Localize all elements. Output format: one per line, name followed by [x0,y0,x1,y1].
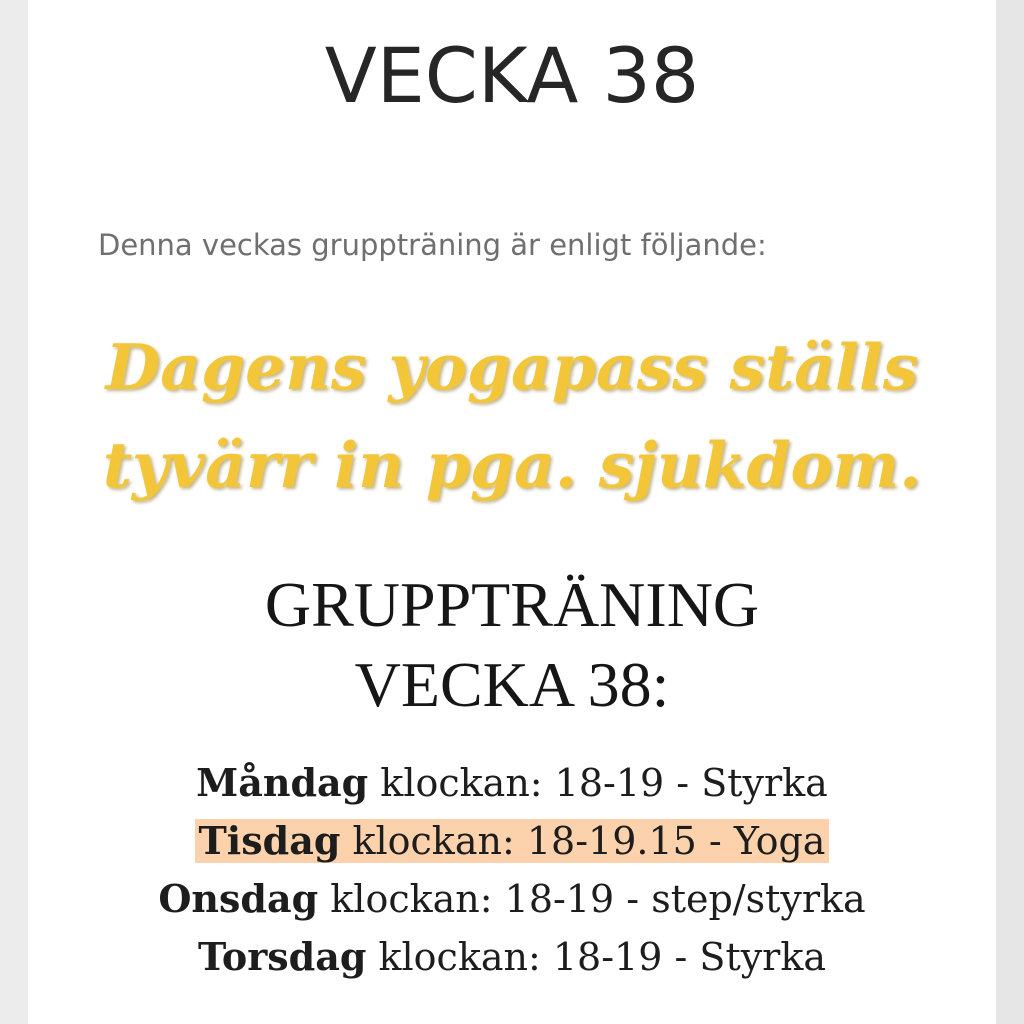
intro-text: Denna veckas gruppträning är enligt följande: [98,228,767,262]
notice-line-1: Dagens yogapass ställs [105,330,919,404]
highlighted-entry [195,819,830,863]
schedule-item-tuesday [28,812,996,870]
schedule-entry [198,935,826,979]
schedule-item-thursday [28,928,996,986]
content-card [28,0,996,1024]
schedule-item-wednesday [28,870,996,928]
schedule-title-line-1: GRUPPTRÄNING [264,569,760,640]
notice-line-2: tyvärr in pga. sjukdom. [102,428,922,502]
schedule-day: Onsdag [158,876,319,921]
cancellation-notice [68,318,956,514]
schedule-details: klockan: 18-19 - Styrka [366,935,827,979]
schedule-day: Torsdag [197,934,367,979]
schedule-title [28,565,996,725]
schedule-day: Måndag [196,760,369,805]
schedule-entry [158,877,865,921]
schedule-details: klockan: 18-19 - Styrka [368,761,828,805]
schedule-day: Tisdag [198,818,341,863]
left-margin [0,0,28,1024]
schedule-details: klockan: 18-19.15 - Yoga [340,819,826,863]
schedule-list [28,754,996,986]
right-margin [996,0,1024,1024]
schedule-entry [196,761,828,805]
page-title: VECKA 38 [324,31,700,120]
schedule-item-monday [28,754,996,812]
schedule-details: klockan: 18-19 - step/styrka [318,877,866,921]
schedule-title-line-2: VECKA 38: [354,649,670,720]
